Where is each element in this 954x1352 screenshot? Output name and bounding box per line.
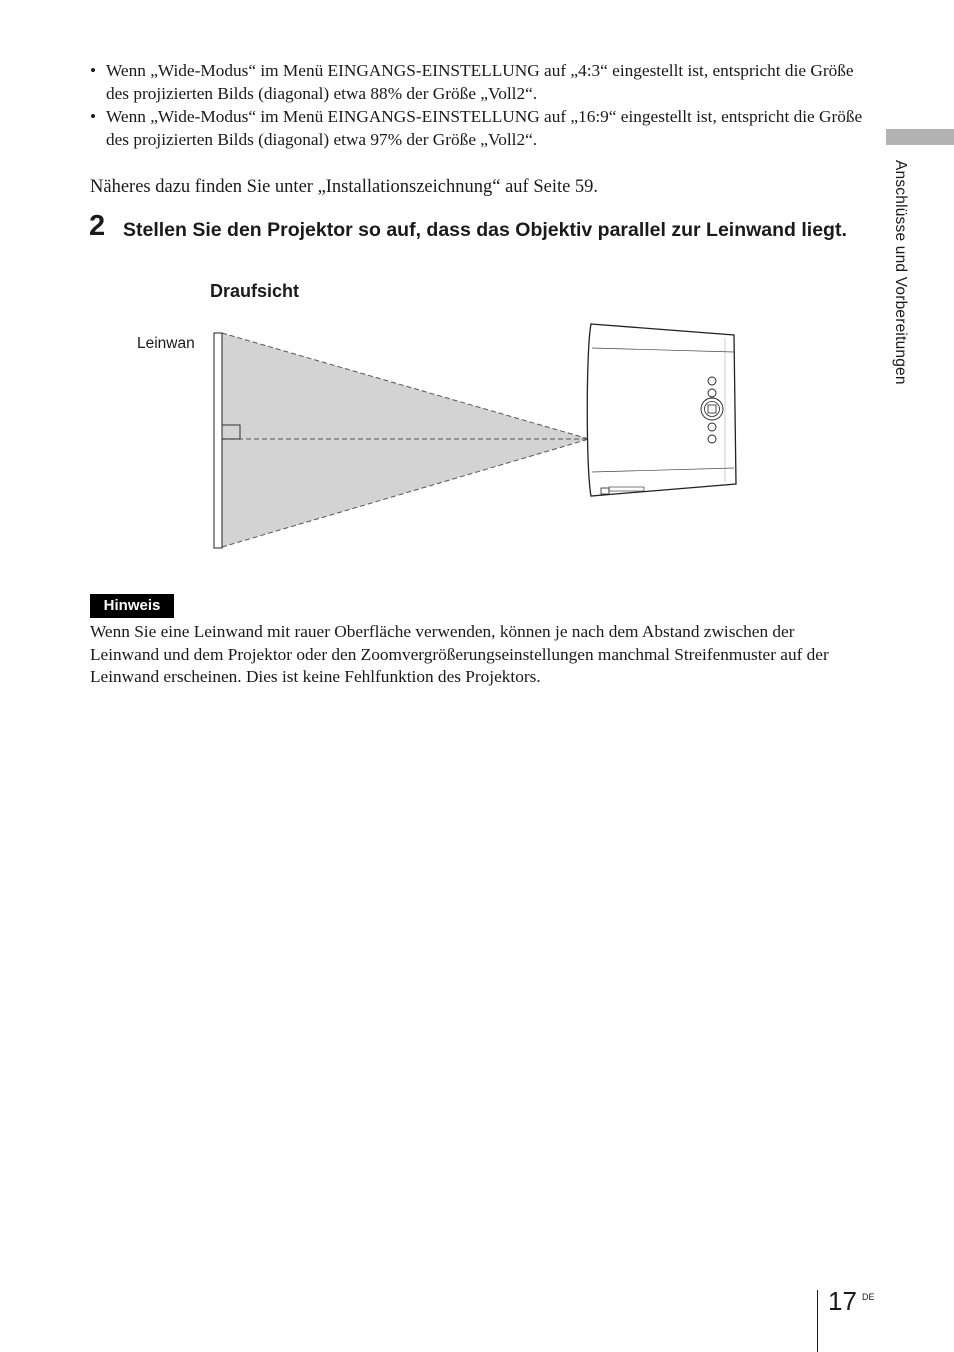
control-button-icon <box>708 389 716 397</box>
control-dial-icon <box>705 402 720 417</box>
section-tab-marker <box>886 129 954 145</box>
bullet-item <box>90 60 865 105</box>
screen <box>214 333 222 548</box>
screen-label: Leinwan <box>137 335 195 352</box>
bullet-text: Wenn „Wide-Modus“ im Menü EINGANGS-EINSTELLUNG auf „4:3“ eingestellt ist, entspricht die Größe des projizierten Bilds (diagonal) etwa 88% der Größe „Voll2“. <box>106 61 854 103</box>
section-title-vertical: Anschlüsse und Vorbereitungen <box>892 160 909 385</box>
projection-beam <box>222 333 589 547</box>
page-number-rule <box>817 1290 818 1352</box>
step-heading: Stellen Sie den Projektor so auf, dass das Objektiv parallel zur Leinwand liegt. <box>123 219 847 241</box>
page-number: 17 <box>828 1286 857 1316</box>
bullet-symbol: • <box>90 107 97 126</box>
reference-text: Näheres dazu finden Sie unter „Installationszeichnung“ auf Seite 59. <box>90 177 599 197</box>
bullet-item <box>90 106 865 151</box>
note-badge: Hinweis <box>90 594 174 618</box>
bullet-text: Wenn „Wide-Modus“ im Menü EINGANGS-EINSTELLUNG auf „16:9“ eingestellt ist, entspricht die Größe des projizierten Bilds (diagonal) etwa 97% der Größe „Voll2“. <box>106 107 863 149</box>
control-button-icon <box>708 423 716 431</box>
bullet-symbol: • <box>90 61 97 80</box>
page-language-code: DE <box>862 1292 875 1302</box>
step-number: 2 <box>89 210 106 242</box>
top-view-illustration <box>0 310 954 570</box>
control-button-icon <box>708 435 716 443</box>
bullet-list <box>90 60 865 152</box>
figure-title: Draufsicht <box>210 281 300 301</box>
note-text: Wenn Sie eine Leinwand mit rauer Oberfläche verwenden, können je nach dem Abstand zwischen der Leinwand und dem Projektor oder den Zoomvergrößerungseinstellungen manchmal Streifenmuster auf der Leinwand erscheinen. Dies ist keine Fehlfunktion des Projektors. <box>90 622 829 686</box>
control-button-icon <box>708 377 716 385</box>
